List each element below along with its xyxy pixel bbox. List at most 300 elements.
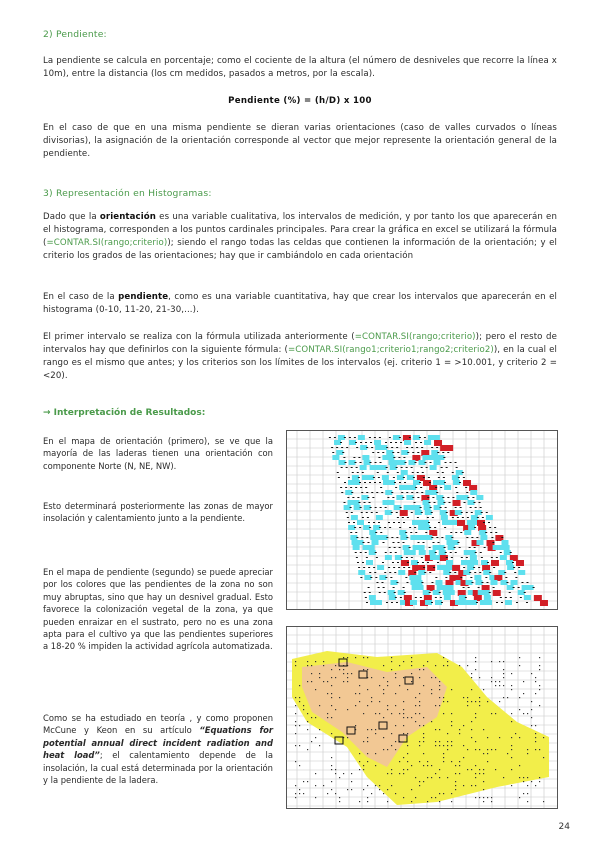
orientation-arrow: [420, 507, 422, 508]
orientation-cell-n: [363, 525, 370, 530]
slope-dot: [511, 685, 512, 686]
slope-dot: [367, 753, 368, 754]
orientation-cell-n: [490, 580, 497, 585]
slope-dot: [395, 749, 396, 750]
orientation-arrow: [357, 497, 359, 498]
orientation-arrow: [460, 507, 462, 508]
orientation-arrow: [427, 562, 429, 563]
slope-dot: [331, 685, 332, 686]
orientation-cell-s: [453, 500, 461, 506]
slope-dot: [403, 661, 404, 662]
orientation-cell-n: [437, 455, 444, 460]
orientation-arrow: [473, 567, 475, 568]
slope-dot: [395, 741, 396, 742]
orientation-cell-s: [400, 510, 408, 516]
orientation-arrow: [389, 572, 391, 573]
orientation-cell-n: [483, 570, 490, 575]
slope-dot: [483, 773, 484, 774]
orientation-arrow: [371, 492, 373, 493]
slope-dot: [367, 737, 368, 738]
orientation-arrow: [445, 462, 447, 463]
slope-dot: [471, 737, 472, 738]
orientation-arrow: [379, 482, 381, 483]
slope-dot: [475, 773, 476, 774]
slope-dot: [331, 757, 332, 758]
slope-dot: [443, 657, 444, 658]
slope-dot: [383, 693, 384, 694]
orientation-cell-n: [506, 560, 513, 565]
orientation-arrow: [397, 542, 399, 543]
slope-dot: [391, 745, 392, 746]
orientation-cell-n: [367, 475, 374, 480]
orientation-arrow: [392, 452, 394, 453]
orientation-arrow: [386, 537, 388, 538]
slope-dot: [511, 769, 512, 770]
orientation-arrow: [356, 467, 358, 468]
orientation-arrow: [431, 602, 433, 603]
orientation-cell-n: [395, 555, 402, 560]
slope-dot: [423, 665, 424, 666]
slope-dot: [363, 765, 364, 766]
orientation-arrow: [417, 452, 419, 453]
slope-dot: [395, 693, 396, 694]
orientation-arrow: [350, 487, 352, 488]
orientation-arrow: [463, 567, 465, 568]
orientation-arrow: [402, 542, 404, 543]
orientation-arrow: [398, 567, 400, 568]
orientation-arrow: [351, 467, 353, 468]
orientation-cell-n: [353, 480, 360, 485]
slope-dot: [487, 797, 488, 798]
orientation-arrow: [515, 577, 517, 578]
orientation-arrow: [417, 517, 419, 518]
orientation-arrow: [449, 502, 451, 503]
slope-dot: [423, 725, 424, 726]
orientation-arrow: [371, 447, 373, 448]
orientation-arrow: [400, 442, 402, 443]
slope-dot: [355, 693, 356, 694]
orientation-arrow: [396, 582, 398, 583]
slope-dot: [471, 785, 472, 786]
slope-dot: [539, 781, 540, 782]
orientation-arrow: [369, 482, 371, 483]
slope-dot: [307, 713, 308, 714]
slope-dot: [447, 741, 448, 742]
orientation-arrow: [438, 522, 440, 523]
orientation-arrow: [479, 502, 481, 503]
orientation-arrow: [358, 457, 360, 458]
slope-dot: [443, 697, 444, 698]
orientation-arrow: [373, 477, 375, 478]
orientation-arrow: [429, 502, 431, 503]
slope-dot: [467, 705, 468, 706]
slope-dot: [347, 681, 348, 682]
orientation-cell-n: [467, 565, 474, 570]
orientation-arrow: [465, 597, 467, 598]
section-2-heading: 2) Pendiente:: [43, 29, 107, 40]
orientation-arrow: [489, 572, 491, 573]
slope-dot: [435, 677, 436, 678]
slope-dot: [475, 657, 476, 658]
orientation-arrow: [392, 542, 394, 543]
orientation-arrow: [387, 472, 389, 473]
orientation-arrow: [360, 552, 362, 553]
orientation-arrow: [386, 602, 388, 603]
slope-dot: [475, 785, 476, 786]
slope-dot: [343, 773, 344, 774]
slope-dot: [399, 685, 400, 686]
orientation-arrow: [437, 562, 439, 563]
slope-dot: [363, 789, 364, 790]
orientation-cell-n: [354, 505, 361, 510]
orientation-arrow: [505, 577, 507, 578]
slope-dot: [371, 729, 372, 730]
slope-dot: [359, 801, 360, 802]
slope-dot: [491, 797, 492, 798]
orientation-arrow: [504, 572, 506, 573]
slope-dot: [331, 697, 332, 698]
orientation-arrow: [526, 602, 528, 603]
slope-dot: [331, 769, 332, 770]
slope-dot: [455, 781, 456, 782]
orientation-arrow: [432, 517, 434, 518]
orientation-cell-n: [429, 550, 436, 555]
slope-dot: [491, 749, 492, 750]
orientation-arrow: [365, 597, 367, 598]
orientation-arrow: [486, 582, 488, 583]
orientation-arrow: [429, 482, 431, 483]
slope-dot: [459, 729, 460, 730]
slope-dot: [367, 729, 368, 730]
slope-dot: [379, 685, 380, 686]
orientation-arrow: [461, 557, 463, 558]
slope-dot: [443, 761, 444, 762]
slope-dot: [315, 785, 316, 786]
slope-dot: [499, 737, 500, 738]
orientation-arrow: [362, 517, 364, 518]
slope-dot: [391, 733, 392, 734]
slope-dot: [523, 793, 524, 794]
slope-dot: [535, 733, 536, 734]
orientation-cell-n: [401, 450, 408, 455]
orientation-cell-n: [510, 580, 517, 585]
slope-dot: [387, 709, 388, 710]
slope-dot: [407, 761, 408, 762]
slope-dot: [459, 765, 460, 766]
slope-dot: [435, 705, 436, 706]
orientation-arrow: [394, 482, 396, 483]
slope-dot: [487, 749, 488, 750]
orientation-cell-n: [400, 535, 407, 540]
orientation-arrow: [348, 477, 350, 478]
slope-dot: [535, 681, 536, 682]
orientation-arrow: [446, 467, 448, 468]
slope-dot: [311, 681, 312, 682]
orientation-cell-n: [498, 570, 505, 575]
slope-dot: [427, 761, 428, 762]
orientation-cell-n: [388, 500, 395, 505]
slope-dot: [299, 745, 300, 746]
orientation-arrow: [385, 577, 387, 578]
slope-dot: [343, 681, 344, 682]
slope-dot: [475, 777, 476, 778]
orientation-arrow: [393, 587, 395, 588]
slope-dot: [367, 669, 368, 670]
section-3-paragraph-2: [43, 291, 557, 317]
slope-dot: [479, 705, 480, 706]
slope-dot: [379, 713, 380, 714]
orientation-cell-n: [434, 505, 441, 510]
slope-dot: [375, 733, 376, 734]
orientation-arrow: [436, 492, 438, 493]
orientation-arrow: [424, 572, 426, 573]
slope-dot: [327, 713, 328, 714]
slope-dot: [483, 797, 484, 798]
orientation-arrow: [361, 492, 363, 493]
orientation-arrow: [389, 547, 391, 548]
orientation-arrow: [350, 507, 352, 508]
slope-dot: [415, 697, 416, 698]
orientation-arrow: [463, 587, 465, 588]
orientation-arrow: [444, 527, 446, 528]
orientation-arrow: [478, 587, 480, 588]
slope-dot: [447, 665, 448, 666]
slope-dot: [475, 741, 476, 742]
slope-dot: [407, 733, 408, 734]
orientation-cell-n: [438, 545, 445, 550]
slope-dot: [307, 681, 308, 682]
slope-dot: [303, 709, 304, 710]
slope-dot: [411, 765, 412, 766]
orientation-arrow: [496, 557, 498, 558]
slope-dot: [411, 665, 412, 666]
orientation-arrow: [391, 537, 393, 538]
orientation-cell-n: [459, 595, 466, 600]
slope-dot: [311, 665, 312, 666]
slope-dot: [331, 705, 332, 706]
slope-dot: [471, 769, 472, 770]
orientation-cell-n: [418, 545, 425, 550]
slope-dot: [451, 801, 452, 802]
orientation-arrow: [483, 522, 485, 523]
orientation-arrow: [431, 582, 433, 583]
slope-dot: [487, 753, 488, 754]
orientation-arrow: [445, 507, 447, 508]
orientation-arrow: [342, 452, 344, 453]
slope-dot: [479, 697, 480, 698]
orientation-arrow: [399, 527, 401, 528]
orientation-arrow: [389, 437, 391, 438]
orientation-arrow: [346, 447, 348, 448]
slope-dot: [527, 753, 528, 754]
slope-dot: [411, 681, 412, 682]
slope-dot: [331, 717, 332, 718]
slope-dot: [399, 761, 400, 762]
orientation-cell-n: [468, 500, 475, 505]
orientation-arrow: [489, 592, 491, 593]
orientation-arrow: [334, 437, 336, 438]
slope-dot: [431, 721, 432, 722]
slope-dot: [447, 701, 448, 702]
slope-dot: [463, 757, 464, 758]
orientation-cell-n: [452, 475, 459, 480]
orientation-arrow: [492, 542, 494, 543]
slope-dot: [483, 781, 484, 782]
orientation-arrow: [406, 447, 408, 448]
slope-dot: [411, 673, 412, 674]
orientation-cell-n: [377, 565, 384, 570]
orientation-arrow: [399, 547, 401, 548]
orientation-arrow: [445, 577, 447, 578]
orientation-arrow: [480, 552, 482, 553]
slope-dot: [427, 777, 428, 778]
orientation-arrow: [365, 487, 367, 488]
slope-dot: [527, 777, 528, 778]
orientation-arrow: [482, 517, 484, 518]
slope-dot: [359, 693, 360, 694]
orientation-cell-n: [414, 505, 421, 510]
orientation-cell-n: [397, 475, 404, 480]
orientation-arrow: [416, 447, 418, 448]
orientation-cell-n: [501, 540, 508, 545]
slope-dot: [543, 801, 544, 802]
orientation-arrow: [489, 527, 491, 528]
orientation-arrow: [421, 582, 423, 583]
slope-dot: [435, 741, 436, 742]
orientation-cell-n: [439, 550, 446, 555]
orientation-cell-n: [399, 530, 406, 535]
orientation-arrow: [450, 462, 452, 463]
orientation-cell-n: [438, 480, 445, 485]
orientation-cell-n: [419, 550, 426, 555]
slope-dot: [467, 697, 468, 698]
orientation-arrow: [435, 577, 437, 578]
orientation-arrow: [481, 512, 483, 513]
orientation-cell-n: [448, 590, 455, 595]
orientation-cell-n: [388, 590, 395, 595]
slope-dot: [367, 785, 368, 786]
slope-dot: [327, 681, 328, 682]
orientation-cell-n: [350, 535, 357, 540]
orientation-arrow: [409, 527, 411, 528]
orientation-arrow: [518, 587, 520, 588]
orientation-arrow: [364, 482, 366, 483]
orientation-arrow: [476, 537, 478, 538]
slope-dot: [375, 785, 376, 786]
slope-dot: [391, 773, 392, 774]
orientation-arrow: [388, 567, 390, 568]
orientation-arrow: [374, 482, 376, 483]
slope-cells: [292, 651, 549, 805]
slope-dot: [303, 705, 304, 706]
orientation-cell-n: [396, 495, 403, 500]
slope-dot: [295, 697, 296, 698]
orientation-arrow: [423, 567, 425, 568]
orientation-arrow: [415, 532, 417, 533]
orientation-arrow: [485, 577, 487, 578]
slope-dot: [475, 661, 476, 662]
orientation-cell-n: [518, 590, 525, 595]
slope-dot: [499, 685, 500, 686]
slope-dot: [395, 705, 396, 706]
orientation-arrow: [375, 532, 377, 533]
orientation-cell-n: [425, 510, 432, 515]
slope-dot: [383, 749, 384, 750]
orientation-arrow: [379, 527, 381, 528]
orientation-arrow: [442, 472, 444, 473]
orientation-arrow: [331, 447, 333, 448]
slope-dot: [539, 657, 540, 658]
orientation-arrow: [380, 487, 382, 488]
orientation-arrow: [435, 597, 437, 598]
slope-dot: [471, 677, 472, 678]
orientation-arrow: [366, 557, 368, 558]
orientation-cell-n: [465, 580, 472, 585]
orientation-arrow: [490, 532, 492, 533]
orientation-arrow: [467, 497, 469, 498]
slope-dot: [395, 673, 396, 674]
orientation-cell-n: [364, 575, 371, 580]
orientation-arrow: [396, 467, 398, 468]
orientation-cell-n: [364, 460, 371, 465]
orientation-cell-n: [471, 560, 478, 565]
slope-dot: [439, 689, 440, 690]
slope-dot: [495, 681, 496, 682]
slope-dot: [407, 753, 408, 754]
slope-dot: [423, 669, 424, 670]
orientation-arrow: [345, 462, 347, 463]
orientation-arrow: [524, 592, 526, 593]
orientation-arrow: [420, 442, 422, 443]
orientation-arrow: [354, 437, 356, 438]
slope-dot: [431, 689, 432, 690]
slope-dot: [319, 705, 320, 706]
orientation-cell-s: [516, 560, 524, 566]
orientation-cell-n: [446, 560, 453, 565]
slope-dot: [439, 697, 440, 698]
orientation-arrow: [375, 462, 377, 463]
orientation-arrow: [476, 602, 478, 603]
slope-dot: [391, 713, 392, 714]
slope-dot: [511, 745, 512, 746]
orientation-cell-n: [348, 525, 355, 530]
slope-dot: [383, 717, 384, 718]
orientation-cell-n: [464, 530, 471, 535]
slope-dot: [467, 701, 468, 702]
orientation-cell-n: [399, 460, 406, 465]
slope-dot: [523, 781, 524, 782]
orientation-arrow: [407, 562, 409, 563]
slope-dot: [363, 657, 364, 658]
orientation-cell-s: [540, 600, 548, 606]
orientation-arrow: [450, 552, 452, 553]
orientation-cell-n: [339, 460, 346, 465]
orientation-cell-n: [360, 465, 367, 470]
orientation-cell-n: [407, 475, 414, 480]
orientation-arrow: [430, 462, 432, 463]
orientation-arrow: [391, 447, 393, 448]
slope-dot: [495, 749, 496, 750]
orientation-arrow: [404, 482, 406, 483]
orientation-arrow: [358, 477, 360, 478]
slope-dot: [315, 661, 316, 662]
orientation-arrow: [346, 467, 348, 468]
orientation-arrow: [401, 467, 403, 468]
orientation-arrow: [445, 552, 447, 553]
slope-dot: [347, 737, 348, 738]
orientation-cell-n: [398, 590, 405, 595]
orientation-arrow: [421, 557, 423, 558]
